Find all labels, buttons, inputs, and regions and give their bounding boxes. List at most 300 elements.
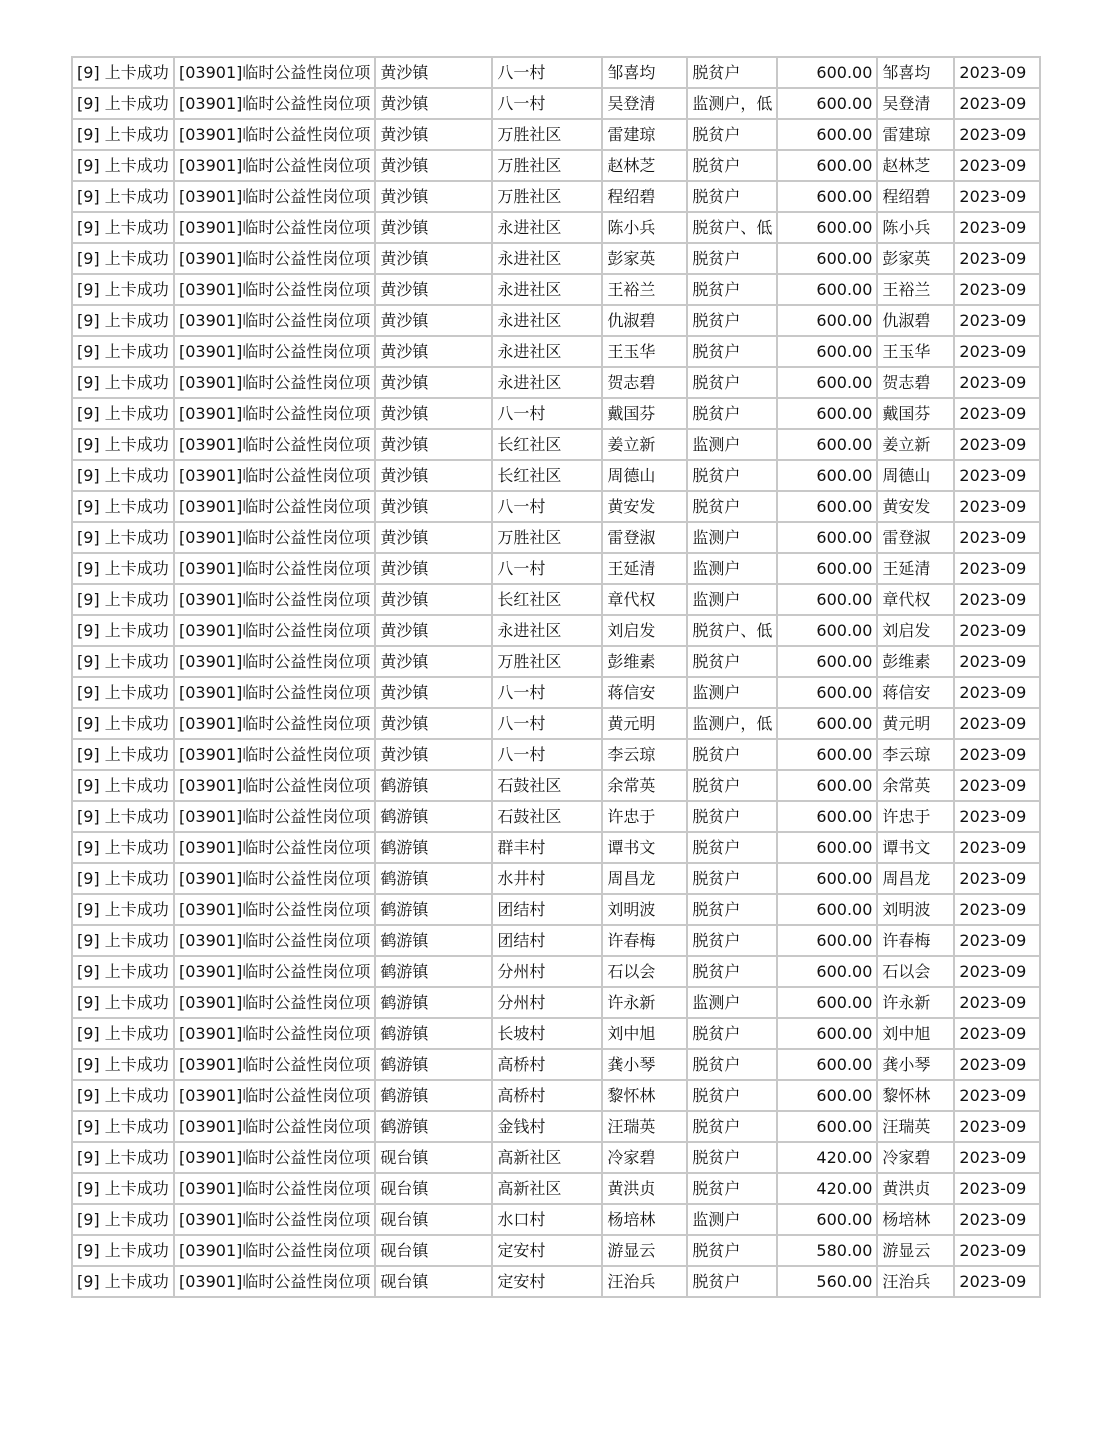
village-cell: 高桥村 [492, 1049, 602, 1080]
household-type-cell: 脱贫户 [687, 832, 777, 863]
project-cell: [03901]临时公益性岗位项 [174, 1204, 375, 1235]
village-cell: 永进社区 [492, 336, 602, 367]
table-row [72, 522, 1040, 553]
project-cell: [03901]临时公益性岗位项 [174, 863, 375, 894]
payee-cell: 汪瑞英 [877, 1111, 954, 1142]
village-cell: 八一村 [492, 57, 602, 88]
village-cell: 定安村 [492, 1235, 602, 1266]
town-cell: 鹤游镇 [375, 770, 492, 801]
period-cell: 2023-09 [954, 1266, 1040, 1297]
amount-cell: 600.00 [777, 677, 877, 708]
payee-cell: 仇淑碧 [877, 305, 954, 336]
period-cell: 2023-09 [954, 1018, 1040, 1049]
period-cell: 2023-09 [954, 88, 1040, 119]
period-cell: 2023-09 [954, 491, 1040, 522]
table-row [72, 1173, 1040, 1204]
amount-cell: 600.00 [777, 832, 877, 863]
period-cell: 2023-09 [954, 863, 1040, 894]
status-cell: [9] 上卡成功 [72, 460, 174, 491]
project-cell: [03901]临时公益性岗位项 [174, 88, 375, 119]
amount-cell: 600.00 [777, 1080, 877, 1111]
project-cell: [03901]临时公益性岗位项 [174, 1111, 375, 1142]
name-cell: 许春梅 [602, 925, 687, 956]
village-cell: 定安村 [492, 1266, 602, 1297]
status-cell: [9] 上卡成功 [72, 88, 174, 119]
town-cell: 黄沙镇 [375, 57, 492, 88]
project-cell: [03901]临时公益性岗位项 [174, 584, 375, 615]
project-cell: [03901]临时公益性岗位项 [174, 274, 375, 305]
project-cell: [03901]临时公益性岗位项 [174, 832, 375, 863]
project-cell: [03901]临时公益性岗位项 [174, 646, 375, 677]
table-body [72, 57, 1040, 1297]
household-type-cell: 脱贫户 [687, 770, 777, 801]
village-cell: 水口村 [492, 1204, 602, 1235]
amount-cell: 600.00 [777, 584, 877, 615]
amount-cell: 600.00 [777, 88, 877, 119]
payee-cell: 刘中旭 [877, 1018, 954, 1049]
household-type-cell: 监测户 [687, 522, 777, 553]
project-cell: [03901]临时公益性岗位项 [174, 925, 375, 956]
village-cell: 八一村 [492, 708, 602, 739]
amount-cell: 600.00 [777, 739, 877, 770]
town-cell: 黄沙镇 [375, 553, 492, 584]
table-row [72, 708, 1040, 739]
table-row [72, 1142, 1040, 1173]
household-type-cell: 脱贫户 [687, 150, 777, 181]
town-cell: 黄沙镇 [375, 181, 492, 212]
period-cell: 2023-09 [954, 181, 1040, 212]
village-cell: 万胜社区 [492, 181, 602, 212]
amount-cell: 600.00 [777, 615, 877, 646]
table-row [72, 770, 1040, 801]
amount-cell: 600.00 [777, 1204, 877, 1235]
payee-cell: 吴登清 [877, 88, 954, 119]
project-cell: [03901]临时公益性岗位项 [174, 677, 375, 708]
table-row [72, 801, 1040, 832]
village-cell: 永进社区 [492, 243, 602, 274]
status-cell: [9] 上卡成功 [72, 274, 174, 305]
project-cell: [03901]临时公益性岗位项 [174, 522, 375, 553]
household-type-cell: 脱贫户 [687, 57, 777, 88]
town-cell: 黄沙镇 [375, 398, 492, 429]
household-type-cell: 脱贫户 [687, 305, 777, 336]
village-cell: 八一村 [492, 677, 602, 708]
village-cell: 八一村 [492, 553, 602, 584]
period-cell: 2023-09 [954, 615, 1040, 646]
status-cell: [9] 上卡成功 [72, 522, 174, 553]
amount-cell: 420.00 [777, 1142, 877, 1173]
status-cell: [9] 上卡成功 [72, 305, 174, 336]
name-cell: 游显云 [602, 1235, 687, 1266]
table-row [72, 894, 1040, 925]
village-cell: 长红社区 [492, 429, 602, 460]
village-cell: 分州村 [492, 956, 602, 987]
project-cell: [03901]临时公益性岗位项 [174, 801, 375, 832]
period-cell: 2023-09 [954, 150, 1040, 181]
village-cell: 永进社区 [492, 367, 602, 398]
amount-cell: 600.00 [777, 863, 877, 894]
household-type-cell: 脱贫户、低 [687, 212, 777, 243]
table-row [72, 243, 1040, 274]
name-cell: 李云琼 [602, 739, 687, 770]
project-cell: [03901]临时公益性岗位项 [174, 336, 375, 367]
name-cell: 黄安发 [602, 491, 687, 522]
household-type-cell: 监测户 [687, 1204, 777, 1235]
name-cell: 戴国芬 [602, 398, 687, 429]
town-cell: 鹤游镇 [375, 925, 492, 956]
payee-cell: 许永新 [877, 987, 954, 1018]
payee-cell: 章代权 [877, 584, 954, 615]
table-row [72, 398, 1040, 429]
status-cell: [9] 上卡成功 [72, 801, 174, 832]
household-type-cell: 脱贫户 [687, 367, 777, 398]
household-type-cell: 监测户，低 [687, 708, 777, 739]
village-cell: 万胜社区 [492, 522, 602, 553]
village-cell: 八一村 [492, 491, 602, 522]
name-cell: 邹喜均 [602, 57, 687, 88]
household-type-cell: 脱贫户 [687, 119, 777, 150]
amount-cell: 600.00 [777, 646, 877, 677]
household-type-cell: 监测户 [687, 987, 777, 1018]
period-cell: 2023-09 [954, 1049, 1040, 1080]
household-type-cell: 监测户 [687, 429, 777, 460]
status-cell: [9] 上卡成功 [72, 181, 174, 212]
table-row [72, 274, 1040, 305]
payee-cell: 黄安发 [877, 491, 954, 522]
name-cell: 许永新 [602, 987, 687, 1018]
table-row [72, 863, 1040, 894]
amount-cell: 600.00 [777, 770, 877, 801]
amount-cell: 600.00 [777, 367, 877, 398]
payee-cell: 杨培林 [877, 1204, 954, 1235]
payee-cell: 彭维素 [877, 646, 954, 677]
village-cell: 长红社区 [492, 460, 602, 491]
payee-cell: 李云琼 [877, 739, 954, 770]
period-cell: 2023-09 [954, 677, 1040, 708]
status-cell: [9] 上卡成功 [72, 491, 174, 522]
status-cell: [9] 上卡成功 [72, 925, 174, 956]
project-cell: [03901]临时公益性岗位项 [174, 739, 375, 770]
household-type-cell: 脱贫户 [687, 1142, 777, 1173]
project-cell: [03901]临时公益性岗位项 [174, 212, 375, 243]
household-type-cell: 脱贫户 [687, 1173, 777, 1204]
name-cell: 周德山 [602, 460, 687, 491]
name-cell: 仇淑碧 [602, 305, 687, 336]
name-cell: 汪治兵 [602, 1266, 687, 1297]
payee-cell: 王玉华 [877, 336, 954, 367]
payment-table-container [71, 56, 1041, 1298]
status-cell: [9] 上卡成功 [72, 894, 174, 925]
town-cell: 黄沙镇 [375, 615, 492, 646]
payee-cell: 雷建琼 [877, 119, 954, 150]
town-cell: 砚台镇 [375, 1142, 492, 1173]
name-cell: 刘明波 [602, 894, 687, 925]
period-cell: 2023-09 [954, 522, 1040, 553]
status-cell: [9] 上卡成功 [72, 646, 174, 677]
status-cell: [9] 上卡成功 [72, 1111, 174, 1142]
project-cell: [03901]临时公益性岗位项 [174, 1080, 375, 1111]
period-cell: 2023-09 [954, 770, 1040, 801]
name-cell: 贺志碧 [602, 367, 687, 398]
project-cell: [03901]临时公益性岗位项 [174, 1173, 375, 1204]
amount-cell: 600.00 [777, 274, 877, 305]
payee-cell: 王裕兰 [877, 274, 954, 305]
project-cell: [03901]临时公益性岗位项 [174, 1049, 375, 1080]
period-cell: 2023-09 [954, 832, 1040, 863]
project-cell: [03901]临时公益性岗位项 [174, 987, 375, 1018]
village-cell: 石鼓社区 [492, 801, 602, 832]
town-cell: 鹤游镇 [375, 1049, 492, 1080]
household-type-cell: 脱贫户 [687, 243, 777, 274]
project-cell: [03901]临时公益性岗位项 [174, 181, 375, 212]
period-cell: 2023-09 [954, 739, 1040, 770]
table-row [72, 460, 1040, 491]
table-row [72, 1111, 1040, 1142]
payee-cell: 贺志碧 [877, 367, 954, 398]
status-cell: [9] 上卡成功 [72, 863, 174, 894]
project-cell: [03901]临时公益性岗位项 [174, 460, 375, 491]
amount-cell: 600.00 [777, 1111, 877, 1142]
town-cell: 鹤游镇 [375, 1111, 492, 1142]
status-cell: [9] 上卡成功 [72, 150, 174, 181]
town-cell: 黄沙镇 [375, 491, 492, 522]
table-row [72, 1049, 1040, 1080]
name-cell: 姜立新 [602, 429, 687, 460]
name-cell: 黄洪贞 [602, 1173, 687, 1204]
household-type-cell: 脱贫户、低 [687, 615, 777, 646]
period-cell: 2023-09 [954, 1111, 1040, 1142]
period-cell: 2023-09 [954, 553, 1040, 584]
payee-cell: 刘启发 [877, 615, 954, 646]
amount-cell: 600.00 [777, 987, 877, 1018]
town-cell: 黄沙镇 [375, 522, 492, 553]
status-cell: [9] 上卡成功 [72, 1266, 174, 1297]
status-cell: [9] 上卡成功 [72, 615, 174, 646]
status-cell: [9] 上卡成功 [72, 677, 174, 708]
project-cell: [03901]临时公益性岗位项 [174, 553, 375, 584]
payee-cell: 刘明波 [877, 894, 954, 925]
amount-cell: 600.00 [777, 1018, 877, 1049]
table-row [72, 1266, 1040, 1297]
period-cell: 2023-09 [954, 1235, 1040, 1266]
project-cell: [03901]临时公益性岗位项 [174, 615, 375, 646]
payee-cell: 汪治兵 [877, 1266, 954, 1297]
name-cell: 王玉华 [602, 336, 687, 367]
payee-cell: 黄洪贞 [877, 1173, 954, 1204]
name-cell: 谭书文 [602, 832, 687, 863]
period-cell: 2023-09 [954, 57, 1040, 88]
payee-cell: 雷登淑 [877, 522, 954, 553]
project-cell: [03901]临时公益性岗位项 [174, 429, 375, 460]
household-type-cell: 脱贫户 [687, 1266, 777, 1297]
table-row [72, 584, 1040, 615]
village-cell: 高桥村 [492, 1080, 602, 1111]
status-cell: [9] 上卡成功 [72, 739, 174, 770]
town-cell: 砚台镇 [375, 1173, 492, 1204]
table-row [72, 987, 1040, 1018]
project-cell: [03901]临时公益性岗位项 [174, 367, 375, 398]
table-row [72, 212, 1040, 243]
name-cell: 程绍碧 [602, 181, 687, 212]
project-cell: [03901]临时公益性岗位项 [174, 1266, 375, 1297]
period-cell: 2023-09 [954, 367, 1040, 398]
village-cell: 水井村 [492, 863, 602, 894]
payee-cell: 周昌龙 [877, 863, 954, 894]
table-row [72, 305, 1040, 336]
project-cell: [03901]临时公益性岗位项 [174, 770, 375, 801]
table-row [72, 181, 1040, 212]
payee-cell: 龚小琴 [877, 1049, 954, 1080]
name-cell: 吴登清 [602, 88, 687, 119]
name-cell: 章代权 [602, 584, 687, 615]
project-cell: [03901]临时公益性岗位项 [174, 1142, 375, 1173]
amount-cell: 600.00 [777, 336, 877, 367]
status-cell: [9] 上卡成功 [72, 708, 174, 739]
status-cell: [9] 上卡成功 [72, 832, 174, 863]
name-cell: 王裕兰 [602, 274, 687, 305]
period-cell: 2023-09 [954, 1080, 1040, 1111]
name-cell: 王延清 [602, 553, 687, 584]
town-cell: 砚台镇 [375, 1266, 492, 1297]
period-cell: 2023-09 [954, 584, 1040, 615]
table-row [72, 615, 1040, 646]
amount-cell: 600.00 [777, 150, 877, 181]
household-type-cell: 脱贫户 [687, 1235, 777, 1266]
village-cell: 高新社区 [492, 1173, 602, 1204]
name-cell: 黎怀林 [602, 1080, 687, 1111]
status-cell: [9] 上卡成功 [72, 956, 174, 987]
amount-cell: 580.00 [777, 1235, 877, 1266]
period-cell: 2023-09 [954, 708, 1040, 739]
town-cell: 砚台镇 [375, 1204, 492, 1235]
amount-cell: 600.00 [777, 119, 877, 150]
name-cell: 雷登淑 [602, 522, 687, 553]
household-type-cell: 脱贫户 [687, 1111, 777, 1142]
name-cell: 周昌龙 [602, 863, 687, 894]
table-row [72, 429, 1040, 460]
name-cell: 雷建琼 [602, 119, 687, 150]
period-cell: 2023-09 [954, 243, 1040, 274]
name-cell: 余常英 [602, 770, 687, 801]
status-cell: [9] 上卡成功 [72, 243, 174, 274]
town-cell: 黄沙镇 [375, 212, 492, 243]
status-cell: [9] 上卡成功 [72, 1173, 174, 1204]
village-cell: 万胜社区 [492, 119, 602, 150]
period-cell: 2023-09 [954, 925, 1040, 956]
payee-cell: 赵林芝 [877, 150, 954, 181]
village-cell: 八一村 [492, 739, 602, 770]
household-type-cell: 监测户 [687, 553, 777, 584]
payee-cell: 程绍碧 [877, 181, 954, 212]
household-type-cell: 脱贫户 [687, 491, 777, 522]
table-row [72, 150, 1040, 181]
amount-cell: 600.00 [777, 429, 877, 460]
town-cell: 黄沙镇 [375, 243, 492, 274]
name-cell: 彭家英 [602, 243, 687, 274]
town-cell: 黄沙镇 [375, 119, 492, 150]
town-cell: 黄沙镇 [375, 708, 492, 739]
period-cell: 2023-09 [954, 1204, 1040, 1235]
period-cell: 2023-09 [954, 398, 1040, 429]
household-type-cell: 脱贫户 [687, 801, 777, 832]
name-cell: 蒋信安 [602, 677, 687, 708]
status-cell: [9] 上卡成功 [72, 1018, 174, 1049]
name-cell: 陈小兵 [602, 212, 687, 243]
payee-cell: 游显云 [877, 1235, 954, 1266]
payee-cell: 谭书文 [877, 832, 954, 863]
amount-cell: 600.00 [777, 1049, 877, 1080]
amount-cell: 600.00 [777, 243, 877, 274]
project-cell: [03901]临时公益性岗位项 [174, 956, 375, 987]
payee-cell: 许忠于 [877, 801, 954, 832]
status-cell: [9] 上卡成功 [72, 987, 174, 1018]
amount-cell: 560.00 [777, 1266, 877, 1297]
period-cell: 2023-09 [954, 956, 1040, 987]
project-cell: [03901]临时公益性岗位项 [174, 1235, 375, 1266]
project-cell: [03901]临时公益性岗位项 [174, 57, 375, 88]
village-cell: 长红社区 [492, 584, 602, 615]
project-cell: [03901]临时公益性岗位项 [174, 243, 375, 274]
amount-cell: 600.00 [777, 708, 877, 739]
village-cell: 团结村 [492, 894, 602, 925]
town-cell: 鹤游镇 [375, 863, 492, 894]
town-cell: 鹤游镇 [375, 832, 492, 863]
village-cell: 万胜社区 [492, 646, 602, 677]
town-cell: 黄沙镇 [375, 584, 492, 615]
amount-cell: 600.00 [777, 398, 877, 429]
status-cell: [9] 上卡成功 [72, 429, 174, 460]
amount-cell: 600.00 [777, 894, 877, 925]
amount-cell: 600.00 [777, 57, 877, 88]
period-cell: 2023-09 [954, 987, 1040, 1018]
period-cell: 2023-09 [954, 894, 1040, 925]
household-type-cell: 脱贫户 [687, 925, 777, 956]
payee-cell: 王延清 [877, 553, 954, 584]
household-type-cell: 脱贫户 [687, 336, 777, 367]
household-type-cell: 脱贫户 [687, 181, 777, 212]
household-type-cell: 脱贫户 [687, 739, 777, 770]
name-cell: 杨培林 [602, 1204, 687, 1235]
town-cell: 鹤游镇 [375, 956, 492, 987]
status-cell: [9] 上卡成功 [72, 119, 174, 150]
table-row [72, 1235, 1040, 1266]
household-type-cell: 脱贫户 [687, 863, 777, 894]
payment-table [71, 56, 1041, 1298]
village-cell: 万胜社区 [492, 150, 602, 181]
table-row [72, 57, 1040, 88]
status-cell: [9] 上卡成功 [72, 57, 174, 88]
status-cell: [9] 上卡成功 [72, 398, 174, 429]
town-cell: 黄沙镇 [375, 460, 492, 491]
amount-cell: 600.00 [777, 553, 877, 584]
amount-cell: 600.00 [777, 491, 877, 522]
status-cell: [9] 上卡成功 [72, 1235, 174, 1266]
period-cell: 2023-09 [954, 801, 1040, 832]
status-cell: [9] 上卡成功 [72, 770, 174, 801]
payee-cell: 余常英 [877, 770, 954, 801]
table-row [72, 677, 1040, 708]
payee-cell: 姜立新 [877, 429, 954, 460]
household-type-cell: 脱贫户 [687, 398, 777, 429]
household-type-cell: 脱贫户 [687, 1018, 777, 1049]
status-cell: [9] 上卡成功 [72, 1204, 174, 1235]
table-row [72, 925, 1040, 956]
payee-cell: 石以会 [877, 956, 954, 987]
payee-cell: 周德山 [877, 460, 954, 491]
amount-cell: 600.00 [777, 305, 877, 336]
project-cell: [03901]临时公益性岗位项 [174, 398, 375, 429]
table-row [72, 1204, 1040, 1235]
